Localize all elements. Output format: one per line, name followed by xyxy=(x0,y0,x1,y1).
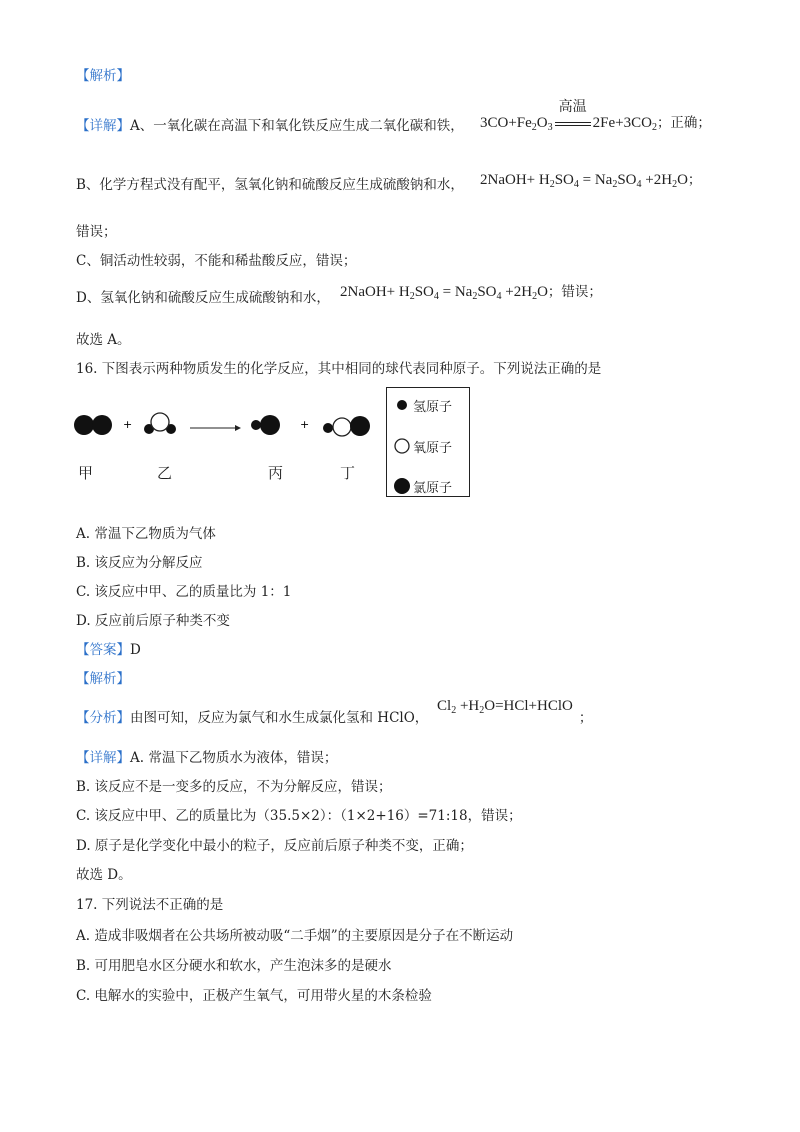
reaction-condition: 高温 xyxy=(554,115,592,132)
q16-stem: 16. 下图表示两种物质发生的化学反应，其中相同的球代表同种原子。下列说法正确的是 xyxy=(76,361,602,377)
q17-option-c: C. 电解水的实验中，正极产生氧气，可用带火星的木条检验 xyxy=(76,988,432,1004)
q15-detail-b: B、化学方程式没有配平，氢氧化钠和硫酸反应生成硫酸钠和水， xyxy=(76,177,464,193)
q16-option-c: C. 该反应中甲、乙的质量比为 1：1 xyxy=(76,584,292,600)
q16-answer xyxy=(76,638,141,658)
q16-detail-tag: 【详解】 xyxy=(76,750,130,766)
q16-detail-a: 【详解】A. 常温下乙物质水为液体，错误； xyxy=(76,750,338,766)
label-bing: 丙 xyxy=(268,464,284,482)
legend-oxygen: 氧原子 xyxy=(413,441,453,456)
q16-analysis: 【分析】由图可知，反应为氯气和水生成氯化氢和 HClO， xyxy=(76,710,429,726)
legend-chlorine: 氯原子 xyxy=(413,481,453,496)
q16-detail-b: B. 该反应不是一变多的反应，不为分解反应，错误； xyxy=(76,779,392,795)
q16-option-a: A. 常温下乙物质为气体 xyxy=(76,526,216,542)
answer-value: D xyxy=(130,642,141,658)
q16-analysis-tag: 【解析】 xyxy=(76,671,130,687)
q17-option-b: B. 可用肥皂水区分硬水和软水，产生泡沫多的是硬水 xyxy=(76,958,392,974)
label-ding: 丁 xyxy=(340,464,356,482)
equation-naoh-h2so4-d: 2NaOH+ $H_2SO_4 = Na_2SO_4 +2H_2O$；错误； xyxy=(340,284,602,302)
plus-sign-1: + xyxy=(123,418,133,431)
detail-tag: 【详解】 xyxy=(76,118,130,134)
q15-b-wrong: 错误； xyxy=(76,224,117,240)
equation-co-fe2o3: $3CO+Fe_2O_3$ 高温 $2Fe+3CO_2$；正确； xyxy=(480,100,711,133)
q16-conclusion: 故选 D。 xyxy=(76,867,132,883)
q16-detail-d: D. 原子是化学变化中最小的粒子，反应前后原子种类不变，正确； xyxy=(76,838,473,854)
molecule-bing xyxy=(251,415,280,435)
plus-sign-2: + xyxy=(300,418,310,431)
q17-stem: 17. 下列说法不正确的是 xyxy=(76,897,224,913)
analysis-sub-tag: 【分析】 xyxy=(76,710,130,726)
molecule-jia xyxy=(74,415,112,435)
label-yi: 乙 xyxy=(157,464,173,482)
q15-conclusion: 故选 A。 xyxy=(76,332,131,348)
q17-option-a: A. 造成非吸烟者在公共场所被动吸“二手烟”的主要原因是分子在不断运动 xyxy=(76,928,514,944)
molecule-yi xyxy=(144,413,176,434)
reaction-diagram xyxy=(70,405,380,450)
equation-cl2-h2o: $Cl_2$ $+H_2O=HCl+HClO$； xyxy=(437,698,593,725)
answer-tag: 【答案】 xyxy=(76,642,130,658)
q15-detail-d: D、氢氧化钠和硫酸反应生成硫酸钠和水， xyxy=(76,290,330,306)
q16-detail-c: C. 该反应中甲、乙的质量比为（35.5×2）：（1×2+16）=71:18，错误； xyxy=(76,808,522,824)
q15-a-text: A、一氧化碳在高温下和氧化铁反应生成二氧化碳和铁， xyxy=(130,118,464,134)
q15-detail-c: C、铜活动性较弱，不能和稀盐酸反应，错误； xyxy=(76,253,357,269)
equation-naoh-h2so4: 2NaOH+ $H_2SO_4 = Na_2SO_4 +2H_2O$； xyxy=(480,172,702,190)
molecule-ding xyxy=(323,416,370,436)
q16-option-b: B. 该反应为分解反应 xyxy=(76,555,203,571)
atom-legend xyxy=(386,387,470,497)
analysis-tag: 【解析】 xyxy=(76,68,130,84)
label-jia: 甲 xyxy=(78,464,94,482)
q15-detail-a xyxy=(76,114,464,134)
q16-option-d: D. 反应前后原子种类不变 xyxy=(76,613,230,629)
legend-hydrogen: 氢原子 xyxy=(413,400,453,415)
